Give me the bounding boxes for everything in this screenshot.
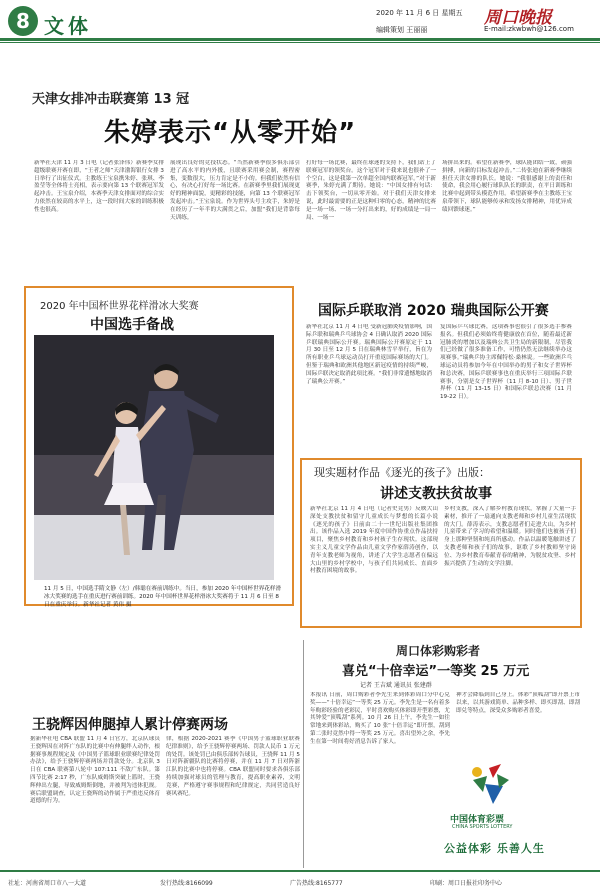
page-number-badge: 8 (8, 6, 38, 36)
zhu-column-4: 场拼出来的。希望在新赛季，球队能团结一致，顽强拼搏，向新的目标发起冲击。”二传张迪在新赛季继续担任天津女排的队长。她说：“我很感谢上的责任和使命，我会用心履行球队队长的职责，在平日训练和比赛中起到带头模范作用。希望新赛季在主教练王宝泉带领下，球队能够传承和发扬女排精神，用优异成绩回馈球迷。” (442, 160, 572, 213)
header-rule-thin (0, 42, 600, 43)
skaters-illustration (34, 335, 274, 580)
footer-printer: 印刷：周口日报社印务中心 (430, 880, 503, 887)
lottery-logo-cn: 中国体育彩票 (450, 815, 505, 825)
pingpong-column-2: 复国际乒乓球比赛，这项赛事也很引了很多选手参赛报名。但我们必须始终将健康放在首位，随着最近新冠肺炎的增加以及瑞典公共卫生局的新限制，尽管我们已经做了很多准备工作，可惜仍然无法继续举办这项赛事。”瑞典乒协主席佩特松·桑林说。一些欧洲乒乓球运动员将参加今年在中国举办的男子和女子世界杯和总决赛，国际乒联赛事也在重庆举行三项国际乒联赛事，分别是女子世界杯（11 月 8-10 日）、男子世界杯（11 月 13-15 日）和国际乒联总决赛（11 月 19-22 日）。 (440, 324, 572, 401)
newspaper-logo: 周口晚报 (484, 8, 552, 28)
wang-column-2: 律，根据 2020-2021 赛季《中国男子篮球职业联赛纪律准则》，给予王骁辉停赛两场、罚款人民币 1 万元的处罚。该处罚已由俱乐部转告球员，王骁辉 11 月 5 日对阵新疆队的比赛将停赛，并在 11 月 7 日对阵浙江队的比赛中也将停赛。CBA 联盟同时要求各俱乐部持续加强对球员的管理与教育，提高职业素养，文明竞赛，严格遵守赛事规程和纪律规定，共同营造良好赛风赛纪。 (166, 736, 300, 797)
footer-ad: 广告热线:8165777 (290, 880, 343, 887)
lottery-slogan: 公益体彩 乐善人生 (444, 842, 545, 855)
lottery-headline: 喜兑“十倍幸运”一等奖 25 万元 (342, 664, 530, 679)
editor-credit: 编辑策划 王丽丽 (376, 26, 428, 34)
zhu-subtitle: 天津女排冲击联赛第 13 冠 (32, 92, 190, 107)
wang-column-1: 据新华社电 CBA 联盟 11 月 4 日官方，北京队球员王骁辉因在对阵广东队的比赛中有伸腿绊人动作，根据赛事规程规定及《中国男子篮球职业联赛纪律处罚办法》，给予王骁辉停赛两场并罚款处分。北京队 3 日在 CBA 联赛第八轮中 107:111 不敌广东队。第四节比赛 2:17 秒，广东队威姆斯突破上篮时，王骁辉伸出左腿，导致威姆斯倒地，并被判为违体犯规。赛后联盟调查，认定王骁辉的动作属于严重违反体育道德的行为。 (30, 736, 160, 805)
footer-address: 社址：河南省周口市八一大道 (8, 880, 87, 887)
zhu-column-3: 打好每一场比赛，最终在球迷的支持下，我们站上了联赛冠军的领奖台。这个冠军对于我来说也很补了一个空白，这是我第一次单超全国内联赛冠军。”对于新赛季，朱婷充满了期待。她说：“中国女排有句话：击下领奖台，一切从零开始。对于我们天津女排来说，此时最需要的正是这种归零的心态，精神的比赛是一场一场、一场一分打出来的，好的成绩是一局一局、一场一 (306, 160, 436, 221)
lottery-byline: 记者 王吉斌 通讯员 张建群 (360, 682, 432, 689)
skating-headline: 中国选手备战 (90, 317, 174, 333)
column-divider (303, 640, 304, 868)
footer-phone: 发行热线:8166099 (160, 880, 213, 887)
wang-headline: 王骁辉因伸腿掉人累计停赛两场 (32, 717, 228, 733)
pingpong-column-1: 新华社北京 11 月 4 日电 受新冠肺炎疫情影响，国际乒联和瑞典乒乓球协会 4 日确认取消 2020 国际乒联瑞典国际公开赛。瑞典国际公开赛原定于 11 月 30 日至 12 月 5 日在瑞典林雪平举行，旨在为所有职业乒乓球运动员打开重返国际赛场的大门。但鉴于瑞典和欧洲其他地区新冠疫情的持续严峻，国际乒联决定取消此项比赛。“我们非常遗憾地取消了瑞典公开赛。” (306, 324, 432, 385)
lottery-kicker: 周口体彩购彩者 (396, 644, 481, 658)
book-kicker: 现实题材作品《逐光的孩子》出版： (314, 466, 490, 479)
zhu-column-1: 新华社天津 11 月 3 日电（记者张泽伟）新赛季女排超级联赛开赛在即，“王者之师”天津渤海银行女排 3 日举行了出征仪式。主教练王宝泉携朱婷、张琪、李盈莹等全体将士亮相，表示要向第 13 个联赛冠军发起冲击。王宝泉介绍，本赛季天津女排面对的综合实力依然在较高的水平上，这一段时间大家的训练积极性也很高。 (34, 160, 164, 213)
lottery-logo-en: CHINA SPORTS LOTTERY (452, 824, 513, 830)
footer-bar (0, 870, 600, 893)
header-rule (0, 38, 600, 41)
lottery-column-1: 本报讯 日前，周口购彩者李先生来到体彩周口分中心兑奖——“十倍幸运”一等奖 25 万元。李先生是一名有着多年购彩经验的老彩民，平时喜欢购买体彩即开型彩票，尤其钟爱“顶呱刮”系列。10 月 26 日上午，李先生一如往常地来到体彩站，购买了 10 张“十倍幸运”即开票，刮到第二张时竟然中得一等奖 25 万元。喜出望外之余，李先生在第一时间将好消息告诉了家人。 (310, 692, 450, 745)
skating-kicker: 2020 年中国杯世界花样滑冰大奖赛 (40, 301, 199, 312)
skating-caption: 11 月 5 日，中国选手隋文静（左）/韩聪在赛前训练中。当日，参加 2020 年中国杯世界花样滑冰大奖赛的选手在重庆进行赛前训练。2020 年中国杯世界花样滑冰大奖赛将于 11 月 6 日至 8 日在重庆举行。新华社记者 黄伟 摄 (44, 586, 282, 608)
zhu-headline: 朱婷表示“从零开始” (104, 118, 357, 148)
book-column-1: 新华社北京 11 月 4 日电（记者史竞男）反映大山深处支教扶贫和留守儿童成长与梦想的长篇小说《逐光的孩子》日前由二十一世纪出版社集团推出。该作品入选 2019 年度中国作协重点作品扶持项目，聚焦乡村教育和乡村孩子生存现状。这部现实主义儿童文学作品由儿童文学作家薛涛创作，以青年支教老师为视角，讲述了大学生志愿者在偏远大山里的乡村学校中，与孩子们共同成长、直面乡村教育困境的故事。 (310, 506, 438, 575)
pingpong-headline: 国际乒联取消 2020 瑞典国际公开赛 (318, 303, 549, 319)
section-title: 文体 (44, 14, 92, 38)
lottery-column-2: 神才会降临到自己身上。体彩“顶呱刮”即开票上市以来，以其游戏简单、品种多样、即买即刮、即刮即兑等特点，深受众多购彩者喜爱。 (456, 692, 580, 714)
issue-date: 2020 年 11 月 6 日 星期五 (376, 9, 463, 17)
zhu-column-2: 展现出良好的竞技状态。“当然新赛季很多俱乐部引进了高水平的内外援，且联赛采用赛会制，赛程密集，变数很大，压力肯定是不小的。但我们依然有信心，有决心打好每一场比赛。在新赛季里我们展现更好的精神面貌，更精彩的技能，向第 13 个联赛冠军发起冲击。”王宝泉说。作为世界头号主攻手，朱婷是在经历了一年半的大满贯之后，加盟“我们是背靠每天训练。 (170, 160, 300, 221)
book-column-2: 乡村支教，深入了解乡村教育现状，掌握了大量一手素材，推开了一扇通向支教老师和乡村儿童生活现状的大门。薛涛表示，支教志愿者们走进大山，为乡村儿童带来了学习的希望和温暖。同时他们也被孩子们身上那种坚韧和纯真所感动。作品以温暖笔触讲述了支教老师和孩子们的故事，讴歌了乡村教师坚守岗位、为乡村教育奉献青春的精神，为脱贫攻坚、乡村振兴提供了生动的文学注脚。 (444, 506, 576, 567)
editor-email: E-mail:zkwbwh@126.com (484, 25, 574, 33)
book-headline: 讲述支教扶贫故事 (380, 486, 492, 502)
sports-lottery-logo-icon (467, 762, 511, 808)
skating-photo (34, 335, 274, 580)
